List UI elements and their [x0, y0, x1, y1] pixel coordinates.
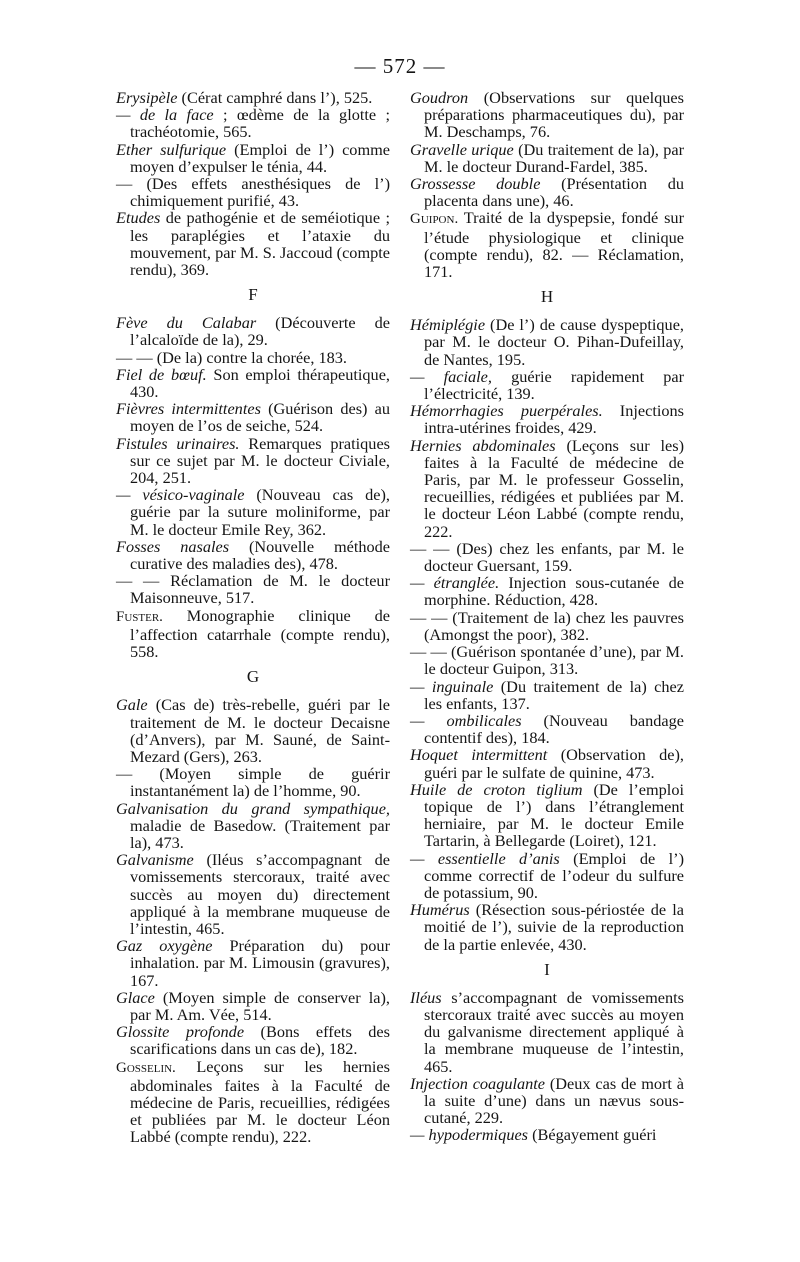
entry-heading: Humérus [410, 900, 470, 920]
entry-text: Traité de la dyspepsie, fondé sur l’étude physiologique et clinique (compte rendu), 82. — Réclamation, 171. [424, 208, 684, 282]
index-entry [410, 368, 684, 402]
entry-heading: Erysipèle [116, 88, 178, 107]
index-entry [410, 1075, 684, 1127]
index-entry [410, 1126, 684, 1143]
entry-text: Monographie clinique de l’affection catarrhale (compte rendu), 558. [130, 605, 390, 662]
section-letter-h: H [540, 287, 554, 307]
section-letter-i: I [544, 959, 550, 979]
index-entry [410, 574, 684, 608]
index-entry [116, 607, 390, 661]
entry-text: (Observation de), guéri par le sulfate de quinine, 473. [424, 745, 684, 782]
index-entry [116, 400, 390, 434]
entry-text: Son emploi thérapeutique, 430. [130, 364, 390, 402]
entry-heading: Injection coagulante [410, 1073, 546, 1093]
entry-heading: Fosses nasales [116, 536, 230, 556]
entry-text: (Nouveau bandage contentif des), 184. [424, 710, 684, 748]
entry-heading: — faciale, [410, 366, 492, 386]
entry-heading: — de la face [116, 105, 214, 125]
index-entry [116, 765, 390, 799]
entry-text: (Moyen simple de conserver la), par M. Am. Vée, 514. [130, 987, 390, 1024]
entries-group [410, 316, 684, 953]
entry-heading: — hypodermiques [410, 1125, 529, 1145]
index-entry [116, 435, 390, 487]
entry-heading: Goudron [410, 88, 469, 107]
entry-heading: Fièvres intermittentes [116, 399, 261, 419]
section-letter-f: F [248, 285, 258, 305]
entry-text: (Iléus s’accompagnant de vomissements stercoraux, traité avec succès au moyen du) directement appliqué à la membrane muqueuse de l’intestin, 465. [130, 850, 390, 938]
index-entry [410, 643, 684, 677]
index-entry [410, 141, 684, 175]
entry-text: s’accompagnant de vomissements stercoraux traité avec succès au moyen du galvanisme directement appliqué à la membrane muqueuse de l’intestin, 465. [424, 987, 684, 1076]
entry-text: (Emploi de l’) comme moyen d’expulser le ténia, 44. [130, 139, 391, 176]
entry-text: maladie de Basedow. (Traitement par la), 473. [130, 815, 390, 852]
entry-heading: — essentielle d’anis [410, 848, 560, 868]
entry-heading: Gale [116, 695, 148, 715]
index-entry [410, 781, 684, 850]
entry-author: Guipon. [410, 211, 459, 228]
entry-heading: Huile de croton tiglium [410, 779, 583, 799]
entry-text: (Cérat camphré dans l’), 525. [177, 88, 373, 107]
entry-text: Injection sous-cutanée de morphine. Réduction, 428. [424, 573, 685, 610]
entry-text: — (Des effets anesthésiques de l’) chimiquement purifié, 43. [116, 174, 390, 211]
index-entry [410, 609, 684, 643]
entry-text: — — (Traitement de la) chez les pauvres (Amongst the poor), 382. [410, 607, 684, 644]
entry-text: (Guérison des) au moyen de l’os de seiche, 524. [130, 399, 391, 436]
entry-heading: Fiel de bœuf. [116, 364, 207, 384]
index-entry [410, 746, 684, 780]
entries-group [410, 89, 684, 280]
index-entry [410, 437, 684, 540]
entry-heading: Gaz oxygène [116, 936, 213, 956]
index-entry [116, 349, 390, 366]
entry-text: Injections intra-utérines froides, 429. [424, 401, 684, 438]
entries-group [410, 989, 684, 1144]
entry-text: (Résection sous-périostée de la moitié de l’), suivie de la reproduction de la partie enlevée, 430. [424, 900, 684, 954]
index-entry [116, 209, 390, 278]
index-entry [116, 141, 390, 175]
index-entry [410, 989, 684, 1075]
index-entry [410, 712, 684, 746]
entry-heading: Fistules urinaires. [116, 433, 240, 453]
entries-group [116, 314, 390, 660]
entry-text: Leçons sur les hernies abdominales faites à la Faculté de médecine de Paris, recueillies, rédigées et publiées par M. le docteur Léon Labbé (compte rendu), 222. [130, 1056, 390, 1147]
entry-text: — — Réclamation de M. le docteur Maisonneuve, 517. [116, 571, 390, 608]
index-entry [410, 678, 684, 712]
entry-text: — — (De la) contre la chorée, 183. [116, 347, 348, 367]
entry-text: (Bégayement guéri [528, 1125, 657, 1145]
index-entry [116, 175, 390, 209]
index-entry [116, 314, 390, 348]
entry-heading: Etudes [116, 208, 161, 228]
index-entry [116, 89, 390, 106]
entry-text: (Leçons sur les) faites à la Faculté de médecine de Paris, par M. le professeur Gosselin, recueillies, rédigées et publiées par M. le docteur Léon Labbé (compte rendu, 222. [424, 435, 684, 541]
entry-heading: — inguinale [410, 676, 494, 696]
index-entry [116, 800, 390, 852]
index-entry [410, 402, 684, 436]
entry-heading: Fève du Calabar [116, 313, 257, 333]
index-entry [116, 1058, 390, 1146]
entry-heading: Glace [116, 987, 155, 1007]
index-entry [116, 937, 390, 989]
entry-heading: Galvanisme [116, 850, 194, 870]
entry-text: (Découverte de l’alcaloïde de la), 29. [130, 313, 390, 350]
index-entry [410, 316, 684, 368]
index-entry [410, 850, 684, 902]
entry-heading: Glossite profonde [116, 1022, 245, 1042]
entry-text: (Présentation du placenta dans une), 46. [424, 174, 685, 211]
entry-heading: — étranglée. [410, 573, 500, 593]
entry-heading: — ombilicales [410, 710, 522, 730]
entry-text: (Nouveau cas de), guérie par la suture moliniforme, par M. le docteur Emile Rey, 362. [130, 485, 390, 539]
index-entry [116, 106, 390, 140]
entry-text: (Nouvelle méthode curative des maladies des), 478. [130, 536, 391, 574]
index-entry [116, 1023, 390, 1057]
entry-heading: Gravelle urique [410, 139, 514, 159]
entry-text: de pathogénie et de seméiotique ; les paraplégies et l’ataxie du mouvement, par M. S. Jaccoud (compte rendu), 369. [130, 208, 390, 280]
right-column [410, 89, 684, 1144]
entry-heading: Ether sulfurique [116, 139, 227, 159]
index-entry [116, 572, 390, 606]
entry-heading: Hémiplégie [410, 315, 486, 335]
index-entry [116, 851, 390, 937]
section-letter-g: G [246, 667, 260, 687]
entry-text: (Emploi de l’) comme correctif de l’odeur du sulfure de potassium, 90. [424, 848, 684, 902]
entry-heading: Grossesse double [410, 174, 541, 194]
entry-text: — (Moyen simple de guérir instantanément la) de l’homme, 90. [116, 764, 390, 801]
entry-text: — — (Guérison spontanée d’une), par M. le docteur Guipon, 313. [410, 642, 684, 679]
entry-text: ; œdème de la glotte ; trachéotomie, 565. [130, 105, 390, 142]
entry-text: (Du traitement de la), par M. le docteur Durand-Fardel, 385. [424, 139, 684, 176]
index-entry [116, 538, 390, 572]
entry-author: Fuster. [116, 608, 163, 625]
entry-heading: — vésico-vaginale [116, 485, 245, 505]
entry-heading: Hémorrhagies puerpérales. [410, 401, 603, 421]
entry-author: Gosselin. [116, 1059, 176, 1076]
entry-text: (Cas de) très-rebelle, guéri par le traitement de M. le docteur Decaisne (d’Anvers), par M. Sauné, de Saint-Mezard (Gers), 263. [130, 695, 390, 766]
index-entry [116, 366, 390, 400]
entry-text: (Observations sur quelques préparations pharmaceutiques du), par M. Deschamps, 76. [424, 88, 684, 142]
entry-heading: Hernies abdominales [410, 435, 556, 455]
page-number: — 572 — [354, 54, 446, 78]
entry-text: (Deux cas de mort à la suite d’une) dans un nævus sous-cutané, 229. [424, 1073, 685, 1128]
entry-text: (Bons effets des scarifications dans un cas de), 182. [130, 1022, 390, 1059]
index-entry [410, 901, 684, 953]
index-entry [116, 696, 390, 765]
index-entry [410, 175, 684, 209]
index-entry [410, 540, 684, 574]
index-entry [116, 989, 390, 1023]
entry-heading: Iléus [410, 987, 442, 1007]
entry-text: (Du traitement de la) chez les enfants, 137. [424, 676, 685, 713]
entry-text: Remarques pratiques sur ce sujet par M. le docteur Civiale, 204, 251. [130, 433, 391, 488]
index-entry [410, 89, 684, 141]
entry-text: Préparation du) pour inhalation. par M. Limousin (gravures), 167. [130, 936, 390, 990]
entry-text: — — (Des) chez les enfants, par M. le docteur Guersant, 159. [410, 538, 684, 576]
entries-group [116, 89, 390, 278]
left-column [116, 89, 390, 1146]
entry-text: (De l’emploi topique de l’) dans l’étranglement herniaire, par M. le docteur Emile Tartarin, à Bellegarde (Loiret), 121. [424, 779, 684, 851]
entry-text: guérie rapidement par l’électricité, 139. [424, 366, 684, 404]
entry-text: (De l’) de cause dyspeptique, par M. le docteur O. Pihan-Dufeillay, de Nantes, 195. [424, 315, 684, 369]
entry-heading: Hoquet intermittent [410, 745, 548, 765]
entries-group [116, 696, 390, 1145]
index-entry [116, 486, 390, 538]
index-entry [410, 209, 684, 280]
entry-heading: Galvanisation du grand sympathique, [116, 798, 390, 818]
